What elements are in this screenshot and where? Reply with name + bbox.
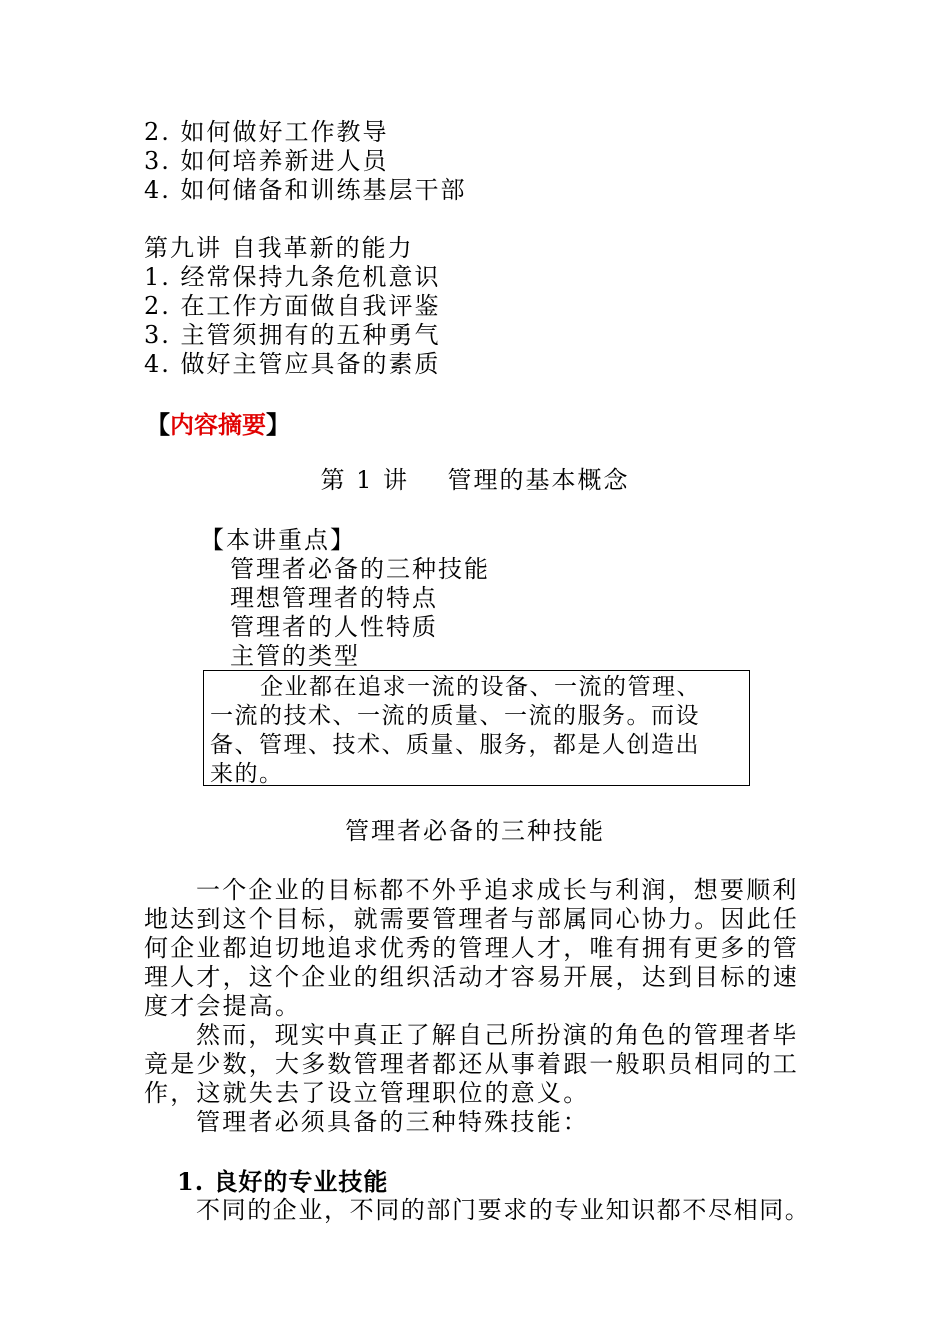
body-line: 然而，现实中真正了解自己所扮演的角色的管理者毕	[196, 1021, 799, 1049]
key-point-item: 主管的类型	[230, 642, 360, 670]
key-point-item: 管理者必备的三种技能	[230, 555, 490, 583]
lecture9-item: 2. 在工作方面做自我评鉴	[144, 292, 441, 320]
body-line: 竟是少数，大多数管理者都还从事着跟一般职员相同的工	[144, 1050, 799, 1078]
skill1-heading: 1. 良好的专业技能	[177, 1167, 389, 1196]
lecture9-item: 1. 经常保持九条危机意识	[144, 263, 441, 291]
body-line: 何企业都迫切地追求优秀的管理人才，唯有拥有更多的管	[144, 934, 799, 962]
summary-heading	[146, 410, 290, 439]
summary-heading-text: 内容摘要	[170, 410, 266, 439]
quote-line: 备、管理、技术、质量、服务，都是人创造出	[210, 732, 700, 758]
bracket-close: 】	[266, 410, 290, 439]
lecture9-item: 3. 主管须拥有的五种勇气	[144, 321, 441, 349]
key-point-item: 理想管理者的特点	[230, 584, 438, 612]
body-line: 地达到这个目标，就需要管理者与部属同心协力。因此任	[144, 905, 799, 933]
body-line: 理人才，这个企业的组织活动才容易开展，达到目标的速	[144, 963, 799, 991]
quote-line: 一流的技术、一流的质量、一流的服务。而设	[210, 703, 700, 729]
section-title: 管理者必备的三种技能	[345, 817, 605, 845]
body-line: 管理者必须具备的三种特殊技能：	[196, 1108, 589, 1136]
lecture9-title: 第九讲 自我革新的能力	[144, 234, 414, 262]
toc-item: 2. 如何做好工作教导	[144, 118, 389, 146]
quote-box	[203, 670, 750, 786]
key-point-item: 管理者的人性特质	[230, 613, 438, 641]
body-line: 度才会提高。	[144, 992, 302, 1020]
quote-line: 企业都在追求一流的设备、一流的管理、	[260, 674, 701, 700]
lecture9-item: 4. 做好主管应具备的素质	[144, 350, 441, 378]
body-line: 作，这就失去了设立管理职位的意义。	[144, 1079, 590, 1107]
quote-line: 来的。	[210, 761, 284, 787]
bracket-open: 【	[146, 410, 170, 439]
skill1-text: 不同的企业，不同的部门要求的专业知识都不尽相同。	[196, 1196, 811, 1224]
toc-item: 4. 如何储备和训练基层干部	[144, 176, 467, 204]
key-points-heading: 【本讲重点】	[200, 526, 356, 554]
body-line: 一个企业的目标都不外乎追求成长与利润，想要顺利	[196, 876, 799, 904]
lecture1-title: 第 1 讲 管理的基本概念	[320, 466, 630, 494]
toc-item: 3. 如何培养新进人员	[144, 147, 389, 175]
